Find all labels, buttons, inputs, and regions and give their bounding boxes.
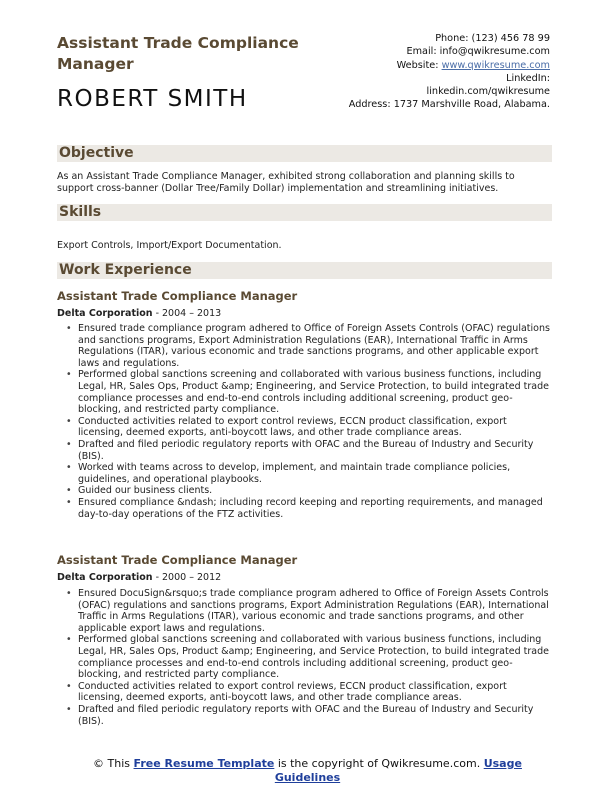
- job-2-company-line: [57, 572, 221, 583]
- objective-heading: Objective: [57, 145, 552, 162]
- list-item: • Ensured compliance &ndash; including record keeping and reporting requirements, and managed day-to-day operations of the FTZ activities.: [57, 497, 552, 520]
- list-item: • Ensured DocuSign&rsquo;s trade compliance program adhered to Office of Foreign Assets Controls (OFAC) regulations and sanctions programs, Export Administration Regulations (EAR), International Traffic in Arms Regulations (ITAR), various economic and trade sanctions programs, and other applicable export laws and regulations.: [57, 588, 552, 634]
- objective-text: As an Assistant Trade Compliance Manager, exhibited strong collaboration and planning skills to support cross-banner (Dollar Tree/Family Dollar) implementation and streamlining initiatives.: [57, 171, 515, 194]
- contact-address: Address: 1737 Marshville Road, Alabama.: [348, 99, 550, 111]
- job-1-bullets: [57, 323, 552, 520]
- skills-text: Export Controls, Import/Export Documentation.: [57, 240, 282, 251]
- usage-guidelines-link[interactable]: Usage Guidelines: [274, 757, 522, 784]
- footer-copyright: [60, 757, 555, 785]
- footer-prefix: © This: [93, 757, 134, 770]
- contact-linkedin-value: linkedin.com/qwikresume: [426, 86, 550, 98]
- job-1-dates: - 2004 – 2013: [152, 308, 222, 319]
- job-1-title: Assistant Trade Compliance Manager: [57, 289, 298, 303]
- footer-middle: is the copyright of Qwikresume.com.: [274, 757, 484, 770]
- list-item: • Drafted and filed periodic regulatory reports with OFAC and the Bureau of Industry and Security (BIS).: [57, 704, 552, 727]
- list-item: • Performed global sanctions screening and collaborated with various business functions, including Legal, HR, Sales Ops, Product &amp; Engineering, and Service Protection, to build integrated trade compliance processes and end-to-end controls including additional screening, product geo-blocking, and restricted party compliance.: [57, 634, 552, 680]
- list-item: • Worked with teams across to develop, implement, and maintain trade compliance policies, guidelines, and operational playbooks.: [57, 462, 552, 485]
- contact-website: [320, 59, 550, 72]
- website-link[interactable]: www.qwikresume.com: [441, 59, 550, 71]
- contact-block: [320, 32, 550, 112]
- list-item: • Performed global sanctions screening and collaborated with various business functions, including Legal, HR, Sales Ops, Product &amp; Engineering, and Service Protection, to build integrated trade compliance processes and end-to-end controls including additional screening, product geo-blocking, and restricted party compliance.: [57, 369, 552, 415]
- job-1-company-line: [57, 308, 221, 319]
- job-1-company: Delta Corporation: [57, 308, 153, 319]
- job-2-title: Assistant Trade Compliance Manager: [57, 553, 298, 567]
- list-item: • Guided our business clients.: [57, 485, 552, 497]
- job-2-dates: - 2000 – 2012: [152, 572, 222, 583]
- list-item: • Ensured trade compliance program adhered to Office of Foreign Assets Controls (OFAC) regulations and sanctions programs, Export Administration Regulations (EAR), International Traffic in Arms Regulations (ITAR), various economic and trade sanctions programs, and other applicable export laws and regulations.: [57, 323, 552, 369]
- work-experience-heading: Work Experience: [57, 262, 552, 279]
- contact-phone: Phone: (123) 456 78 99: [435, 33, 550, 44]
- free-resume-template-link[interactable]: Free Resume Template: [133, 757, 275, 770]
- job-2-bullets: [57, 588, 552, 727]
- resume-job-title: Assistant Trade Compliance Manager: [57, 34, 299, 73]
- skills-heading: Skills: [57, 204, 552, 221]
- list-item: • Conducted activities related to export control reviews, ECCN product classification, export licensing, deemed exports, anti-boycott laws, and other trade compliance areas.: [57, 416, 552, 439]
- website-label: Website:: [396, 59, 442, 71]
- contact-linkedin-label: LinkedIn:: [506, 72, 550, 84]
- list-item: • Drafted and filed periodic regulatory reports with OFAC and the Bureau of Industry and Security (BIS).: [57, 439, 552, 462]
- contact-email: Email: info@qwikresume.com: [406, 46, 550, 58]
- job-2-company: Delta Corporation: [57, 572, 153, 583]
- list-item: • Conducted activities related to export control reviews, ECCN product classification, export licensing, deemed exports, anti-boycott laws, and other trade compliance areas.: [57, 681, 552, 704]
- candidate-name: ROBERT SMITH: [57, 86, 248, 112]
